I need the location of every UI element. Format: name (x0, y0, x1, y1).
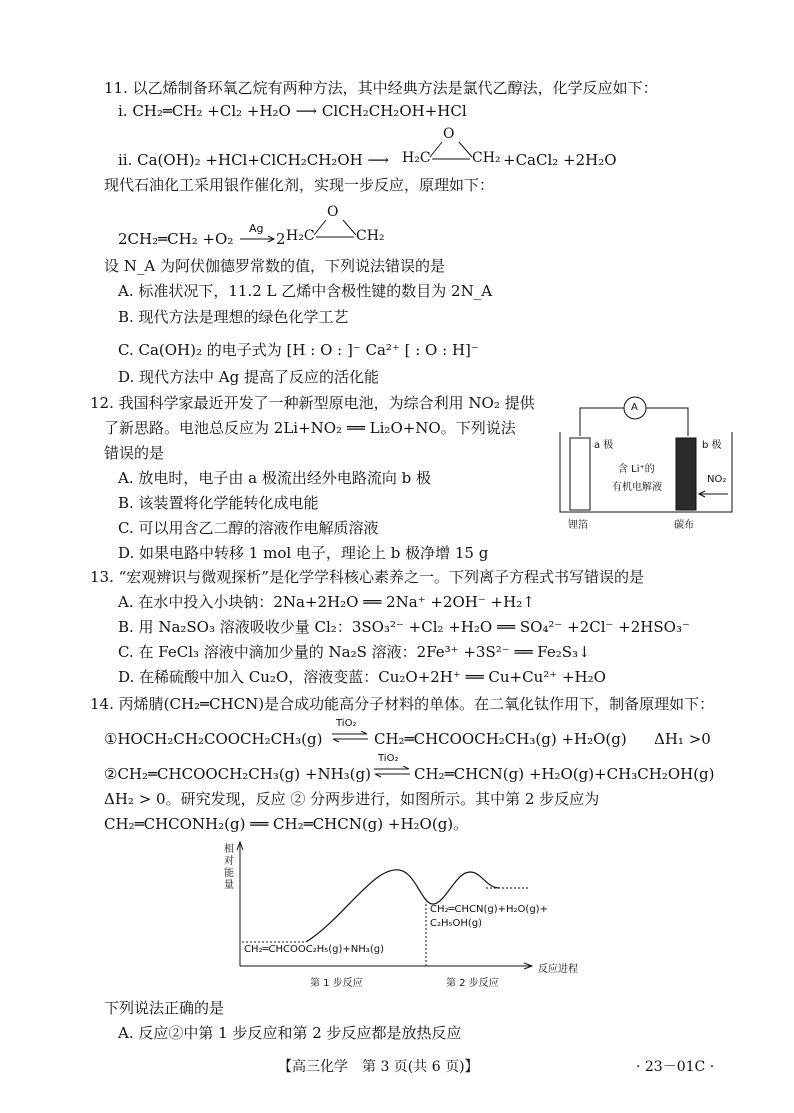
step-1-label: 第 1 步反应 (310, 978, 363, 989)
page-code: · 23－01C · (636, 1059, 715, 1075)
battery-diagram (558, 392, 734, 532)
q14-stem-4: CH₂═CHCONH₂(g) ══ CH₂═CHCN(g) +H₂O(g)。 (104, 815, 469, 833)
y-axis-label-2: 对 (224, 856, 234, 867)
q11-reaction-3-left: 2CH₂═CH₂ +O₂ (118, 230, 234, 248)
q13-option-d: D. 在稀硫酸中加入 Cu₂O，溶液变蓝：Cu₂O+2H⁺ ══ Cu+Cu²⁺ +H₂O (118, 668, 606, 686)
y-axis-label-1: 相 (224, 844, 234, 855)
q11-option-b: B. 现代方法是理想的绿色化学工艺 (118, 308, 349, 326)
q14-dh1: ΔH₁ >0 (654, 730, 711, 748)
epoxide-left: H₂C (402, 150, 431, 166)
q11-stem: 11. 以乙烯制备环氧乙烷有两种方法，其中经典方法是氯代乙醇法，化学反应如下： (104, 79, 658, 97)
q14-reaction-1-right: CH₂═CHCOOCH₂CH₃(g) +H₂O(g) (374, 730, 627, 748)
y-axis-label-3: 能 (224, 868, 234, 879)
q11-reaction-2-left: ⅱ. Ca(OH)₂ +HCl+ClCH₂CH₂OH ⟶ (118, 151, 389, 169)
q12-stem-2: 了新思路。电池总反应为 2Li+NO₂ ══ Li₂O+NO。下列说法 (104, 419, 516, 437)
a-pole-label: a 极 (594, 440, 614, 451)
q11-option-a: A. 标准状况下，11.2 L 乙烯中含极性键的数目为 2N_A (118, 282, 493, 300)
q14-question: 下列说法正确的是 (104, 999, 225, 1017)
q13-option-b: B. 用 Na₂SO₃ 溶液吸收少量 Cl₂：3SO₃²⁻ +Cl₂ +H₂O ══ SO₄²⁻ +2Cl⁻ +2HSO₃⁻ (118, 618, 690, 636)
y-axis-label-4: 量 (224, 880, 234, 891)
q12-stem-1: 12. 我国科学家最近开发了一种新型原电池，为综合利用 NO₂ 提供 (90, 394, 535, 412)
electrolyte-label-2: 有机电解液 (612, 482, 662, 493)
x-axis-label: 反应进程 (538, 964, 578, 975)
q14-option-a: A. 反应②中第 1 步反应和第 2 步反应都是放热反应 (118, 1024, 462, 1042)
q14-reaction-2-left: ②CH₂═CHCOOCH₂CH₃(g) +NH₃(g) (104, 765, 371, 783)
q14-stem: 14. 丙烯腈(CH₂═CHCN)是合成功能高分子材料的单体。在二氧化钛作用下，制备原理如下： (90, 695, 715, 713)
product-coefficient: 2 (276, 230, 286, 248)
epoxide-structure-1 (402, 126, 502, 172)
page-footer: 【高三化学 第 3 页(共 6 页)】 (278, 1059, 479, 1075)
q11-option-c (118, 340, 479, 360)
epoxide-right: CH₂ (356, 228, 385, 244)
q11-modern: 现代石油化工采用银作催化剂，实现一步反应，原理如下： (104, 176, 495, 194)
epoxide-right: CH₂ (472, 150, 501, 166)
q14-reaction-1-left: ①HOCH₂CH₂COOCH₂CH₃(g) (104, 730, 323, 748)
epoxide-left: H₂C (286, 228, 315, 244)
step-2-label: 第 2 步反应 (446, 978, 499, 989)
product-label-1: CH₂═CHCN(g)+H₂O(g)+ (430, 904, 548, 915)
q14-reaction-2-right: CH₂═CHCN(g) +H₂O(g)+CH₃CH₂OH(g) (414, 765, 715, 783)
q11-assumption: 设 N_A 为阿伏伽德罗常数的值，下列说法错误的是 (104, 257, 445, 275)
electron-formula: [H : O : ]⁻ Ca²⁺ [ : O : H]⁻ (286, 341, 479, 359)
equilibrium-arrow-2 (372, 766, 412, 778)
q12-option-d: D. 如果电路中转移 1 mol 电子，理论上 b 极净增 15 g (118, 544, 489, 562)
electrolyte-label-1: 含 Li⁺的 (618, 464, 655, 475)
q13-option-a: A. 在水中投入小块钠：2Na+2H₂O ══ 2Na⁺ +2OH⁻ +H₂↑ (118, 593, 535, 611)
q12-option-b: B. 该装置将化学能转化成电能 (118, 494, 319, 512)
epoxide-oxygen: O (443, 126, 455, 142)
reactant-label: CH₂═CHCOOC₂H₅(g)+NH₃(g) (244, 944, 384, 955)
li-foil-label: 锂箔 (568, 520, 588, 531)
epoxide-structure-2 (286, 204, 386, 250)
q12-option-c: C. 可以用含乙二醇的溶液作电解质溶液 (118, 519, 379, 537)
silver-catalyst: Ag (249, 222, 264, 235)
tio2-catalyst-2: TiO₂ (378, 753, 399, 764)
ammeter-label: A (631, 402, 638, 413)
q11-reaction-1: ⅰ. CH₂═CH₂ +Cl₂ +H₂O ⟶ ClCH₂CH₂OH+HCl (118, 102, 467, 120)
tio2-catalyst-1: TiO₂ (336, 718, 357, 729)
equilibrium-arrow-1 (330, 731, 370, 743)
q11-reaction-2-right: +CaCl₂ +2H₂O (503, 151, 617, 169)
q13-option-c: C. 在 FeCl₃ 溶液中滴加少量的 Na₂S 溶液：2Fe³⁺ +3S²⁻ ══ Fe₂S₃↓ (118, 643, 591, 661)
b-pole-label: b 极 (702, 440, 722, 451)
q11-option-d: D. 现代方法中 Ag 提高了反应的活化能 (118, 368, 380, 386)
q11-option-c-prefix: C. Ca(OH)₂ 的电子式为 (118, 341, 282, 359)
product-label-2: C₂H₅OH(g) (430, 918, 483, 929)
energy-diagram (224, 836, 594, 990)
carbon-cloth-label: 碳布 (674, 520, 694, 531)
q14-stem-3: ΔH₂ > 0。研究发现，反应 ② 分两步进行，如图所示。其中第 2 步反应为 (104, 790, 600, 808)
epoxide-oxygen: O (327, 204, 339, 220)
q12-option-a: A. 放电时，电子由 a 极流出经外电路流向 b 极 (118, 469, 431, 487)
q13-stem: 13. “宏观辨识与微观探析”是化学学科核心素养之一。下列离子方程式书写错误的是 (90, 568, 644, 586)
no2-label: NO₂ (707, 474, 727, 485)
q12-stem-3: 错误的是 (104, 444, 165, 462)
reaction-arrow (240, 234, 276, 244)
